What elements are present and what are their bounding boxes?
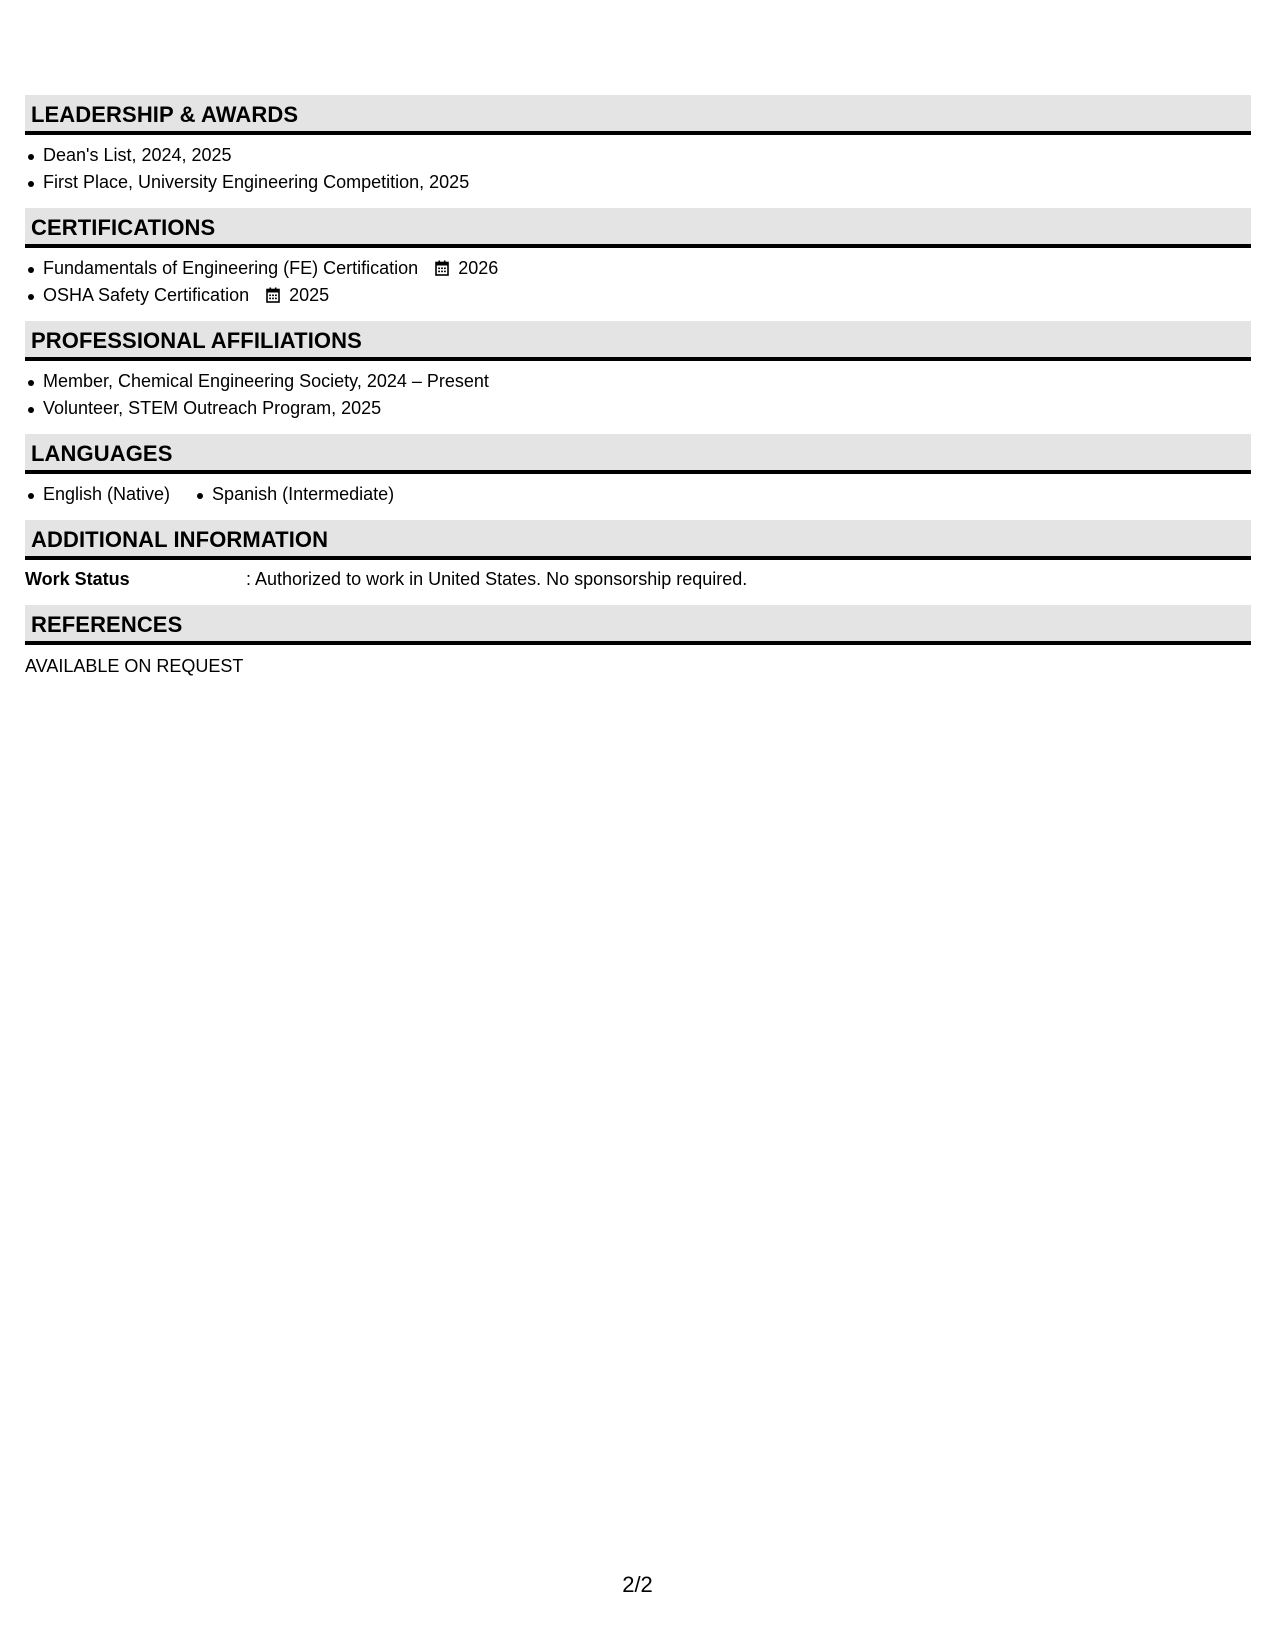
references-text: AVAILABLE ON REQUEST [25, 656, 244, 676]
list-item: Spanish (Intermediate) [194, 481, 394, 508]
page-number: 2/2 [622, 1572, 653, 1597]
certifications-list [25, 248, 1251, 309]
section-professional-affiliations [25, 321, 1251, 422]
list-item: Volunteer, STEM Outreach Program, 2025 [25, 395, 1251, 422]
calendar-icon [435, 260, 449, 276]
work-status-value: : Authorized to work in United States. No sponsorship required. [246, 569, 748, 589]
certification-name: Fundamentals of Engineering (FE) Certification [43, 258, 419, 278]
list-item [25, 282, 1251, 309]
affiliations-list [25, 361, 1251, 422]
section-certifications [25, 208, 1251, 309]
section-leadership-awards [25, 95, 1251, 196]
section-additional-information [25, 520, 1251, 593]
work-status-label: Work Status [25, 569, 130, 589]
certification-year: 2026 [458, 258, 499, 278]
calendar-icon [266, 287, 280, 303]
languages-list [25, 474, 1251, 508]
list-item: Member, Chemical Engineering Society, 2024 – Present [25, 368, 1251, 395]
section-title: ADDITIONAL INFORMATION [25, 520, 1251, 560]
certification-year: 2025 [289, 285, 330, 305]
section-title: REFERENCES [25, 605, 1251, 645]
awards-list [25, 135, 1251, 196]
work-status-row [25, 560, 1251, 593]
section-title: LEADERSHIP & AWARDS [25, 95, 1251, 135]
section-title: CERTIFICATIONS [25, 208, 1251, 248]
certification-name: OSHA Safety Certification [43, 285, 250, 305]
list-item [25, 255, 1251, 282]
section-references [25, 605, 1251, 680]
section-title: PROFESSIONAL AFFILIATIONS [25, 321, 1251, 361]
list-item: English (Native) [25, 481, 170, 508]
section-languages [25, 434, 1251, 508]
section-title: LANGUAGES [25, 434, 1251, 474]
resume-page [25, 95, 1251, 692]
list-item: Dean's List, 2024, 2025 [25, 142, 1251, 169]
list-item: First Place, University Engineering Competition, 2025 [25, 169, 1251, 196]
